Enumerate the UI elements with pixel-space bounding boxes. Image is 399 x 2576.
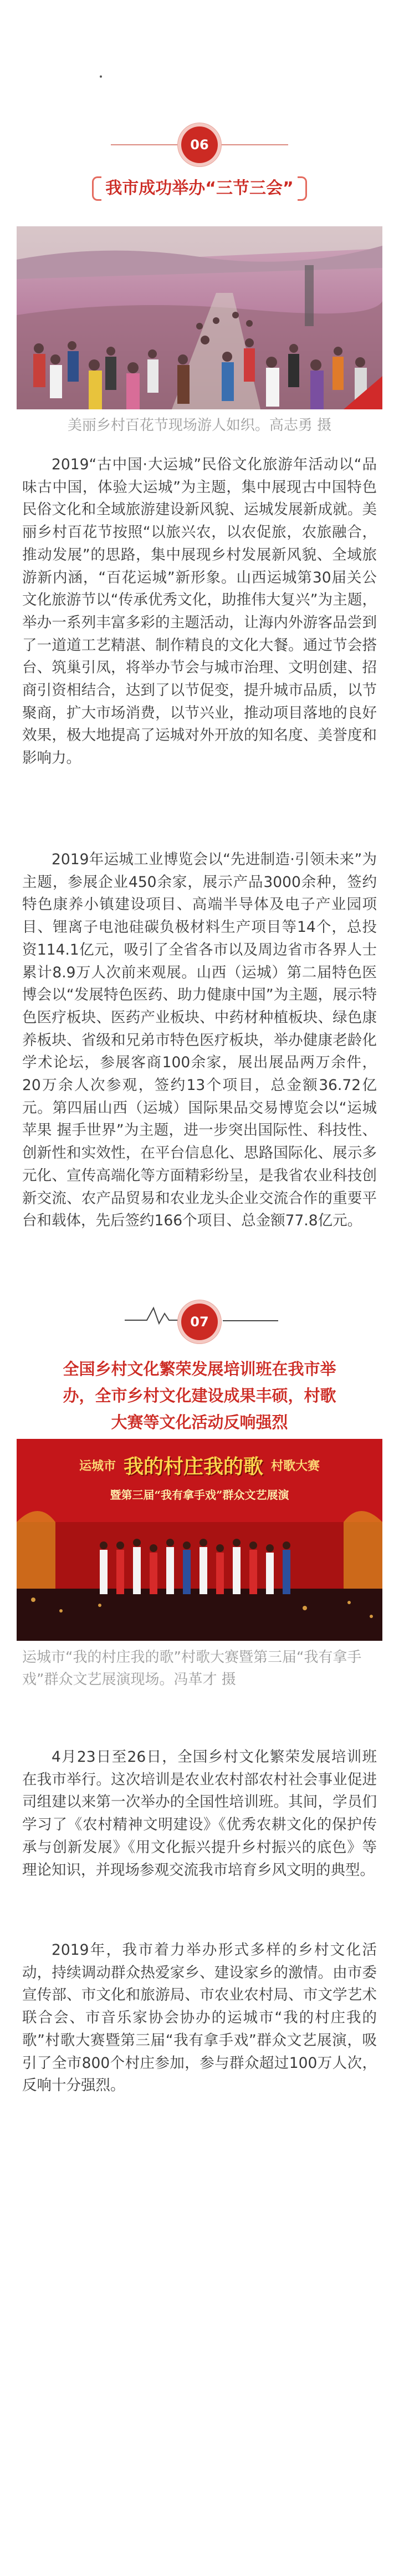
- title-bracket-right: [298, 176, 307, 201]
- section-06-divider-right: [222, 144, 288, 145]
- section-07-number-badge: [181, 1304, 218, 1340]
- section-06-title: [22, 176, 377, 201]
- section-06-number: 06: [190, 137, 209, 153]
- section-06-photo-caption: 美丽乡村百花节现场游人如织。高志勇 摄: [67, 417, 332, 434]
- stage-banner-main-text: 我的村庄我的歌: [123, 1455, 263, 1478]
- stage-banner-subtitle: 暨第三届“我有拿手戏”群众文艺展演: [110, 1488, 289, 1502]
- section-07-divider-right: [223, 1320, 278, 1321]
- section-06-paragraph-2: 2019年运城工业博览会以“先进制造·引领未来”为主题，参展企业450余家，展示产品3000余种，签约特色康养小镇建设项目、高端半导体及电子产业园项目、锂离子电池硅碳负极材料生产项目等14个，总投资114.1亿元，吸引了全省各市以及周边省市各界人士累计8.9万人次前来观展。山西（运城）第二届特色医博会以“发展特色医药、助力健康中国”为主题，展示特色医疗板块、医药产业板块、中药材种植板块、绿色康养板块、省级和兄弟市特色医疗板块，举办健康老龄化学术论坛，参展客商100余家，展出展品两万余件，20万余人次参观，签约13个项目，总金额36.72亿元。第四届山西（运城）国际果品交易博览会以“运城苹果 握手世界”为主题，进一步突出国际性、科技性、创新性和实效性，在平台信息化、思路国际化、展示多元化、宣传高端化等方面精彩纷呈，是我省农业科技创新交流、农产品贸易和农业龙头企业交流合作的重要平台和载体，先后签约166个项目、总金额77.8亿元。: [22, 851, 377, 1230]
- stage-banner-left-text: 运城市: [79, 1459, 116, 1473]
- stage-banner: [17, 1451, 382, 1502]
- section-07-photo-caption: 运城市“我的村庄我的歌”村歌大赛暨第三届“我有拿手戏”群众文艺展演现场。冯革才 摄: [22, 1649, 362, 1688]
- section-07-title-line-3: 大赛等文化活动反响强烈: [111, 1413, 288, 1432]
- stage-banner-right-text: 村歌大赛: [271, 1459, 320, 1473]
- section-06-divider-left: [111, 144, 177, 145]
- section-07-title: [22, 1356, 377, 1436]
- section-07-title-line-1: 全国乡村文化繁荣发展培训班在我市举: [63, 1360, 336, 1378]
- section-07-number: 07: [190, 1314, 209, 1330]
- section-06-title-text: 我市成功举办“三节三会”: [105, 179, 294, 198]
- section-06-paragraph-1: 2019“古中国·大运城”民俗文化旅游年活动以“品味古中国，体验大运城”为主题，集中展现古中国特色民俗文化和全域旅游建设新风貌、运城发展新成就。美丽乡村百花节按照“以旅兴农，以农促旅，农旅融合，推动发展”的思路，集中展现乡村发展新风貌、全域旅游新内涵，“百花运城”新形象。山西运城第30届关公文化旅游节以“传承优秀文化，助推伟大复兴”为主题，举办一系列丰富多彩的主题活动，让海内外游客品尝到了一道道工艺精湛、制作精良的文化大餐。通过节会搭台、筑巢引凤，将举办节会与城市治理、文明创建、招商引资相结合，达到了以节促变，提升城市品质，以节聚商，扩大市场消费，以节兴业，推动项目落地的良好效果，极大地提高了运城对外开放的知名度、美誉度和影响力。: [22, 456, 377, 767]
- section-06-number-badge: [181, 126, 218, 163]
- village-song-contest-photo: [17, 1439, 382, 1641]
- title-bracket-left: [92, 176, 101, 201]
- flower-festival-photo: [17, 226, 382, 409]
- section-07-paragraph-2: 2019年，我市着力举办形式多样的乡村文化活动，持续调动群众热爱家乡、建设家乡的激情。由市委宣传部、市文化和旅游局、市农业农村局、市文学艺术联合会、市音乐家协会协办的运城市“我的村庄我的歌”村歌大赛暨第三届“我有拿手戏”群众文艺展演，吸引了全市800个村庄参加，参与群众超过100万人次，反响十分强烈。: [22, 1941, 377, 2095]
- section-07-paragraph-1: 4月23日至26日，全国乡村文化繁荣发展培训班在我市举行。这次培训是农业农村部农村社会事业促进司组建以来第一次举办的全国性培训班。其间，学员们学习了《农村精神文明建设》《优秀农耕文化的保护传承与创新发展》《用文化振兴提升乡村振兴的底色》等理论知识，并现场参观交流我市培育乡风文明的典型。: [22, 1748, 377, 1879]
- section-07-title-line-2: 办，全市乡村文化建设成果丰硕，村歌: [63, 1386, 336, 1405]
- decorative-dot: [100, 75, 102, 78]
